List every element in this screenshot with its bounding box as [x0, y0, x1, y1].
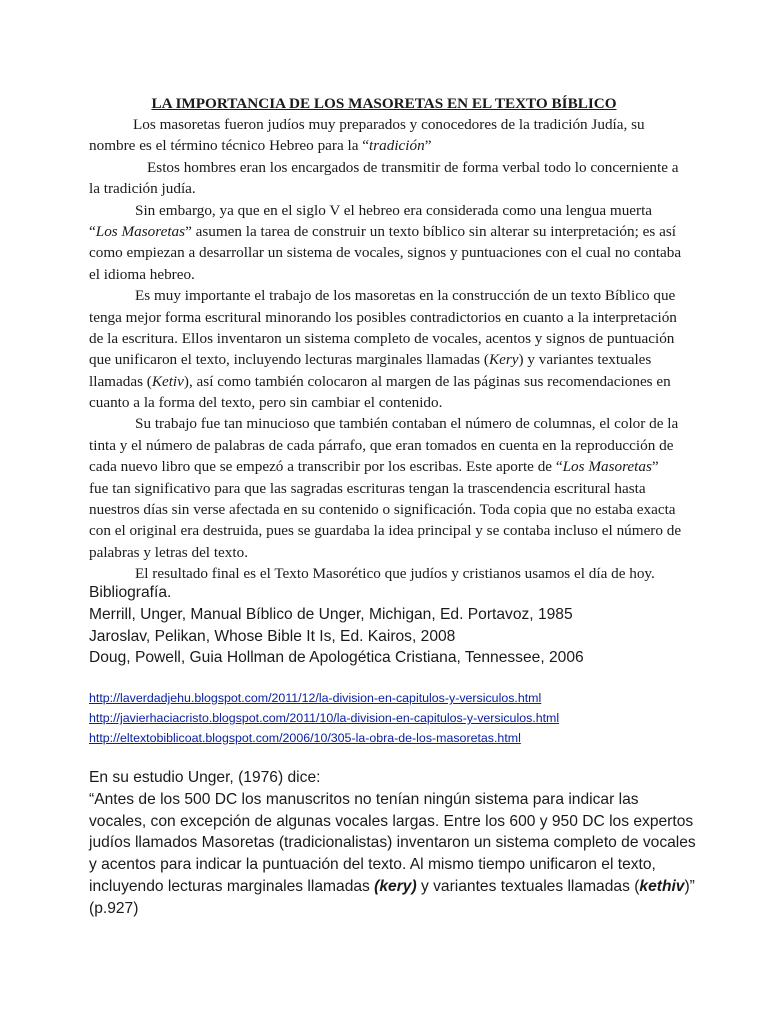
- text-run: cuanto a la forma del texto, pero sin cambiar el contenido.: [89, 394, 443, 412]
- body-line: [89, 392, 679, 413]
- text-run: Sin embargo, ya que en el siglo V el hebreo era considerada como una lengua muerta: [135, 201, 653, 219]
- text-run: Su trabajo fue tan minucioso que también contaban el número de columnas, el color de la: [135, 415, 679, 433]
- italic-term: tradición: [369, 137, 425, 155]
- body-line: [89, 499, 679, 520]
- body-line: [89, 114, 679, 135]
- bold-italic-term: (kery): [374, 877, 417, 895]
- text-run: palabras y letras del texto.: [89, 543, 248, 561]
- text-run: tenga mejor forma escritural minorando los posibles contradictorios en cuanto a la interpretación: [89, 308, 677, 326]
- quote-line: vocales, con excepción de algunas vocales largas. Entre los 600 y 950 DC los expertos: [89, 812, 694, 830]
- reference-link[interactable]: http://laverdadjehu.blogspot.com/2011/12/la-division-en-capitulos-y-versiculos.html: [89, 691, 542, 705]
- body-line: [89, 242, 682, 263]
- quote-line: “Antes de los 500 DC los manuscritos no tenían ningún sistema para indicar las: [89, 790, 639, 808]
- body-line: [89, 413, 679, 434]
- body-line: [89, 478, 679, 499]
- unger-quote: [89, 767, 696, 920]
- body-line: [89, 328, 679, 349]
- text-run: el idioma hebreo.: [89, 265, 195, 283]
- body-line: [89, 264, 679, 285]
- text-run: como empiezan a desarrollar un sistema de vocales, signos y puntuaciones con el cual no contaba: [89, 244, 682, 262]
- text-run: cada nuevo libro que se empezó a transcribir por los escribas. Este aporte de “: [89, 458, 563, 476]
- reference-link[interactable]: http://javierhaciacristo.blogspot.com/2011/10/la-division-en-capitulos-y-versiculos.html: [89, 711, 560, 725]
- text-run: de la escritura. Ellos inventaron un sistema completo de vocales, acentos y signos de puntuación: [89, 329, 675, 347]
- body-line: [89, 178, 679, 199]
- text-run: Estos hombres eran los encargados de transmitir de forma verbal todo lo concerniente a: [147, 158, 679, 176]
- text-run: la tradición judía.: [89, 180, 196, 198]
- bibliography-entry: Merrill, Unger, Manual Bíblico de Unger, Michigan, Ed. Portavoz, 1985: [89, 605, 573, 623]
- text-run: ) y variantes textuales: [518, 351, 652, 369]
- text-run: ”: [651, 458, 659, 476]
- bibliography-entry: Doug, Powell, Guia Hollman de Apologética Cristiana, Tennessee, 2006: [89, 649, 584, 667]
- quote-line: [89, 876, 695, 898]
- text-run: incluyendo lecturas marginales llamadas: [89, 877, 375, 895]
- text-run: nombre es el término técnico Hebreo para la “: [89, 137, 369, 155]
- text-run: y variantes textuales llamadas (: [416, 877, 640, 895]
- text-run: fue tan significativo para que las sagradas escrituras tengan la trascendencia escritural hasta: [89, 479, 646, 497]
- text-run: ” asumen la tarea de construir un texto bíblico sin alterar su interpretación; es así: [185, 222, 676, 240]
- quote-intro: En su estudio Unger, (1976) dice:: [89, 769, 321, 786]
- italic-term: Kery: [488, 351, 519, 369]
- text-run: El resultado final es el Texto Masorético que judíos y cristianos usamos el día de hoy.: [135, 565, 655, 583]
- text-run: )”: [684, 877, 695, 895]
- body-line: [89, 542, 679, 563]
- text-run: con el original era destruida, pues se guardaba la idea principal y se contaba incluso el número de: [89, 522, 682, 540]
- document-body: [89, 114, 682, 585]
- body-line: [89, 307, 679, 328]
- text-run: tinta y el número de palabras de cada párrafo, que eran tomados en cuenta en la reproducción de: [89, 436, 674, 454]
- body-line: [89, 456, 679, 477]
- document-title: LA IMPORTANCIA DE LOS MASORETAS EN EL TEXTO BÍBLICO: [151, 95, 617, 112]
- text-run: Es muy importante el trabajo de los masoretas en la construcción de un texto Bíblico que: [135, 287, 676, 305]
- bold-italic-term: kethiv: [639, 877, 685, 895]
- body-line: [89, 157, 679, 178]
- body-line: [89, 520, 682, 541]
- text-run: “: [89, 222, 96, 240]
- text-run: ”: [424, 137, 432, 155]
- body-line: [89, 285, 679, 306]
- bibliography: [89, 582, 689, 669]
- text-run: ), así como también colocaron al margen de las páginas sus recomendaciones en: [183, 372, 671, 390]
- italic-term: Los Masoretas: [562, 458, 652, 476]
- body-line: [89, 349, 679, 370]
- bibliography-heading: Bibliografía.: [89, 584, 172, 601]
- body-line: [89, 371, 679, 392]
- text-run: que unificaron el texto, incluyendo lecturas marginales llamadas (: [89, 351, 489, 369]
- text-run: nuestros días sin verse afectada en su contenido o significación. Toda copia que no estaba exacta: [89, 501, 676, 519]
- reference-links: [89, 688, 729, 748]
- italic-term: Ketiv: [151, 372, 184, 390]
- text-run: Los masoretas fueron judíos muy preparados y conocedores de la tradición Judía, su: [133, 116, 645, 133]
- bibliography-entry: Jaroslav, Pelikan, Whose Bible It Is, Ed. Kairos, 2008: [89, 627, 456, 645]
- quote-line: judíos llamados Masoretas (tradicionalistas) inventaron un sistema completo de vocales: [89, 834, 696, 852]
- quote-citation: (p.927): [89, 899, 139, 917]
- body-line: [89, 135, 679, 156]
- body-line: [89, 200, 679, 221]
- body-line: [89, 221, 679, 242]
- body-line: [89, 435, 679, 456]
- quote-line: y acentos para indicar la puntuación del texto. Al mismo tiempo unificaron el texto,: [89, 856, 656, 874]
- text-run: llamadas (: [89, 372, 152, 390]
- italic-term: Los Masoretas: [95, 222, 186, 240]
- reference-link[interactable]: http://eltextobiblicoat.blogspot.com/2006/10/305-la-obra-de-los-masoretas.html: [89, 731, 521, 745]
